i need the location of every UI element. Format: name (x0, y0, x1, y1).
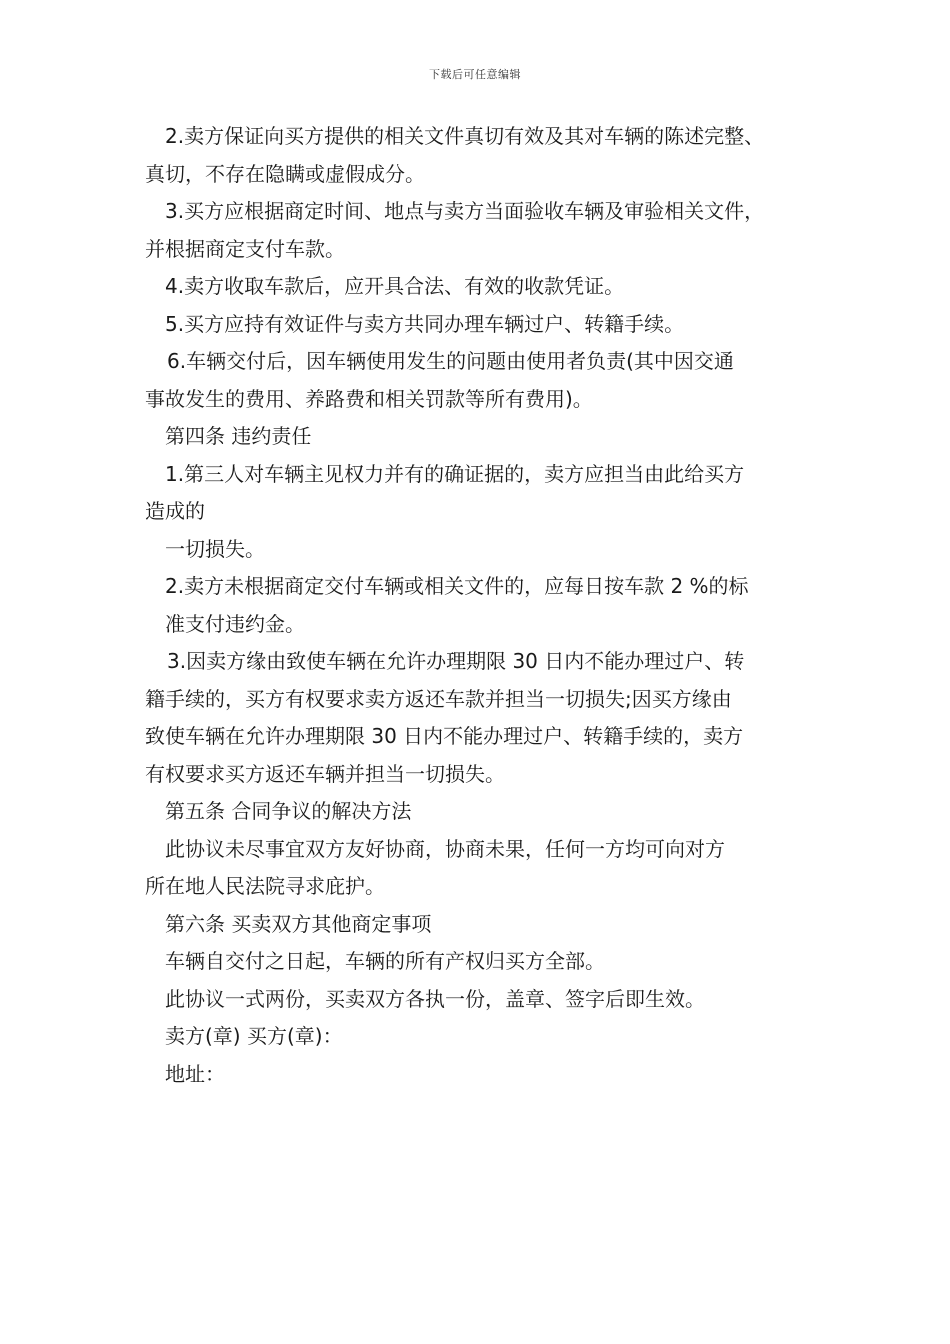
clause-4-item-1: 1.第三人对车辆主见权力并有的确证据的，卖方应担当由此给买方 (165, 461, 745, 486)
clause-3-item-4: 4.卖方收取车款后，应开具合法、有效的收款凭证。 (165, 274, 625, 298)
clause-5-text: 此协议未尽事宜双方友好协商，协商未果，任何一方均可向对方 (165, 836, 725, 861)
address-line: 地址： (165, 1061, 225, 1086)
clause-4-item-1-cont: 造成的 (145, 499, 205, 523)
clause-3-item-3-cont: 并根据商定支付车款。 (145, 236, 345, 261)
clause-6-item-1: 车辆自交付之日起，车辆的所有产权归买方全部。 (165, 949, 605, 973)
clause-3-item-6: 6.车辆交付后，因车辆使用发生的问题由使用者负责(其中因交通 (167, 349, 734, 373)
section-heading-4: 第四条 违约责任 (165, 424, 312, 448)
clause-3-item-2-cont: 真切，不存在隐瞒或虚假成分。 (145, 161, 425, 186)
section-heading-6: 第六条 买卖双方其他商定事项 (165, 911, 432, 936)
clause-3-item-3: 3.买方应根据商定时间、地点与卖方当面验收车辆及审验相关文件， (165, 199, 765, 223)
section-heading-5: 第五条 合同争议的解决方法 (165, 799, 412, 823)
clause-3-item-6-cont: 事故发生的费用、养路费和相关罚款等所有费用)。 (145, 386, 593, 411)
clause-6-item-2: 此协议一式两份，买卖双方各执一份，盖章、签字后即生效。 (165, 986, 705, 1011)
clause-4-item-3-cont-3: 有权要求买方返还车辆并担当一切损失。 (145, 761, 505, 786)
clause-4-item-3-cont: 籍手续的，买方有权要求卖方返还车款并担当一切损失;因买方缘由 (145, 686, 732, 711)
clause-5-text-cont: 所在地人民法院寻求庇护。 (145, 874, 385, 898)
clause-4-item-3: 3.因卖方缘由致使车辆在允许办理期限 30 日内不能办理过户、转 (167, 649, 745, 673)
clause-4-item-3-cont-2: 致使车辆在允许办理期限 30 日内不能办理过户、转籍手续的，卖方 (145, 724, 744, 748)
page-header: 下载后可任意编辑 (429, 68, 521, 81)
clause-4-item-1-cont-2: 一切损失。 (165, 536, 265, 561)
clause-3-item-5: 5.买方应持有效证件与卖方共同办理车辆过户、转籍手续。 (165, 311, 685, 336)
signature-line: 卖方(章) 买方(章)： (165, 1024, 343, 1048)
document-body (145, 118, 815, 1093)
clause-3-item-2: 2.卖方保证向买方提供的相关文件真切有效及其对车辆的陈述完整、 (165, 124, 765, 148)
clause-4-item-2-cont: 准支付违约金。 (165, 611, 305, 636)
clause-4-item-2: 2.卖方未根据商定交付车辆或相关文件的，应每日按车款 2 %的标 (165, 574, 749, 598)
